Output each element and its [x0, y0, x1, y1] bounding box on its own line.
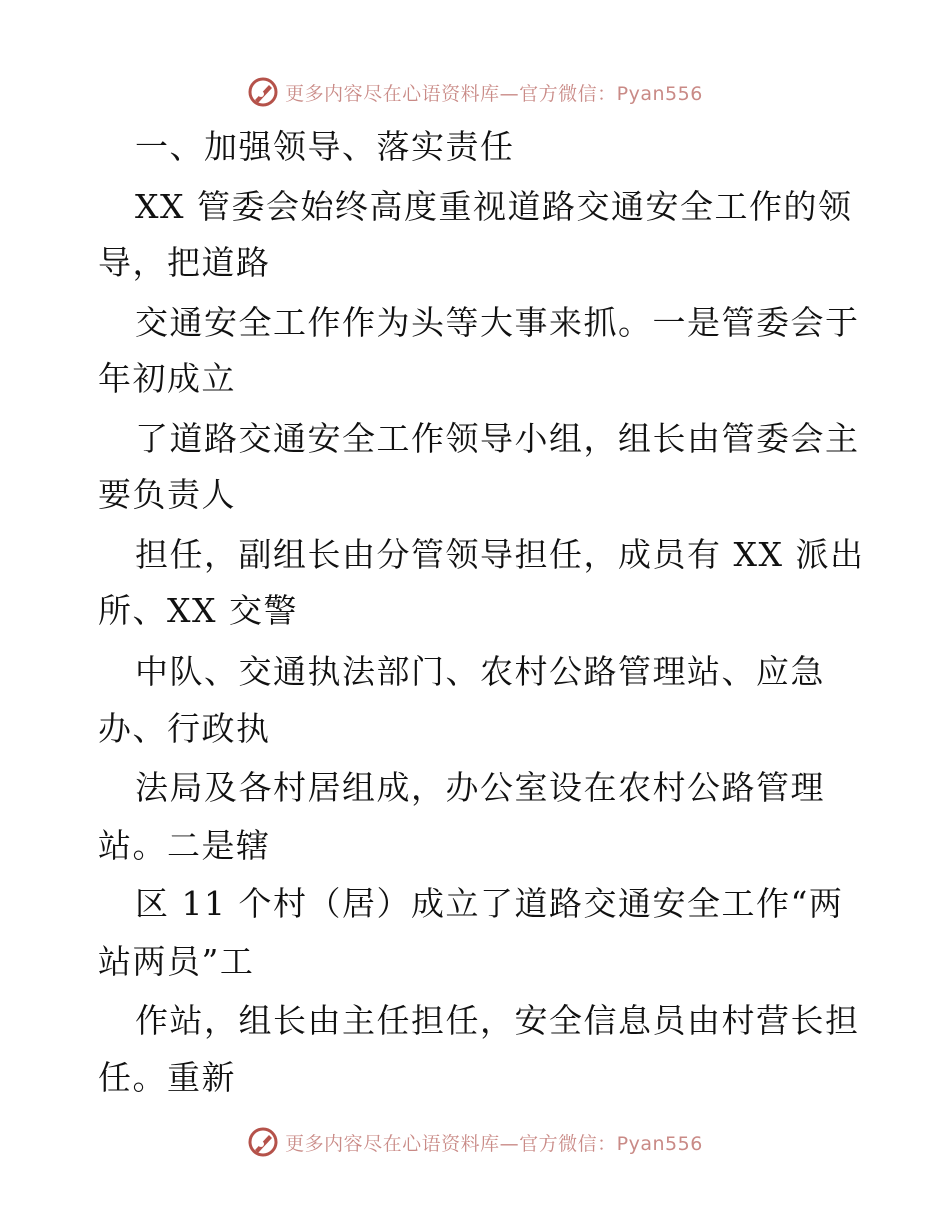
- text-line: 所、XX 交警: [98, 591, 298, 630]
- text-line: 区 11 个村（居）成立了道路交通安全工作“两: [135, 884, 844, 923]
- text-line: 交通安全工作作为头等大事来抓。一是管委会于: [135, 303, 860, 342]
- pen-seal-icon: [247, 76, 279, 108]
- text-line: 年初成立: [98, 359, 236, 398]
- text-line: 站。二是辖: [98, 826, 271, 865]
- text-line: 作站，组长由主任担任，安全信息员由村营长担: [135, 1001, 860, 1040]
- text-line: 法局及各村居组成，办公室设在农村公路管理: [135, 768, 825, 807]
- text-line: 导，把道路: [98, 243, 271, 282]
- watermark-text: 更多内容尽在心语资料库—官方微信：Pyan556: [285, 1132, 703, 1155]
- text-line: XX 管委会始终高度重视道路交通安全工作的领: [135, 187, 853, 226]
- text-line: 要负责人: [98, 475, 236, 514]
- text-line: 任。重新: [98, 1058, 236, 1097]
- text-line: 站两员”工: [98, 942, 255, 981]
- text-line: 了道路交通安全工作领导小组，组长由管委会主: [135, 419, 860, 458]
- watermark-text: 更多内容尽在心语资料库—官方微信：Pyan556: [285, 82, 703, 105]
- text-line: 担任，副组长由分管领导担任，成员有 XX 派出: [135, 535, 865, 574]
- watermark-banner-bottom: [0, 1122, 950, 1162]
- text-line: 中队、交通执法部门、农村公路管理站、应急: [135, 652, 825, 691]
- watermark-banner-top: [0, 72, 950, 112]
- pen-seal-icon: [247, 1126, 279, 1158]
- section-heading: 一、加强领导、落实责任: [135, 127, 515, 166]
- text-line: 办、行政执: [98, 709, 271, 748]
